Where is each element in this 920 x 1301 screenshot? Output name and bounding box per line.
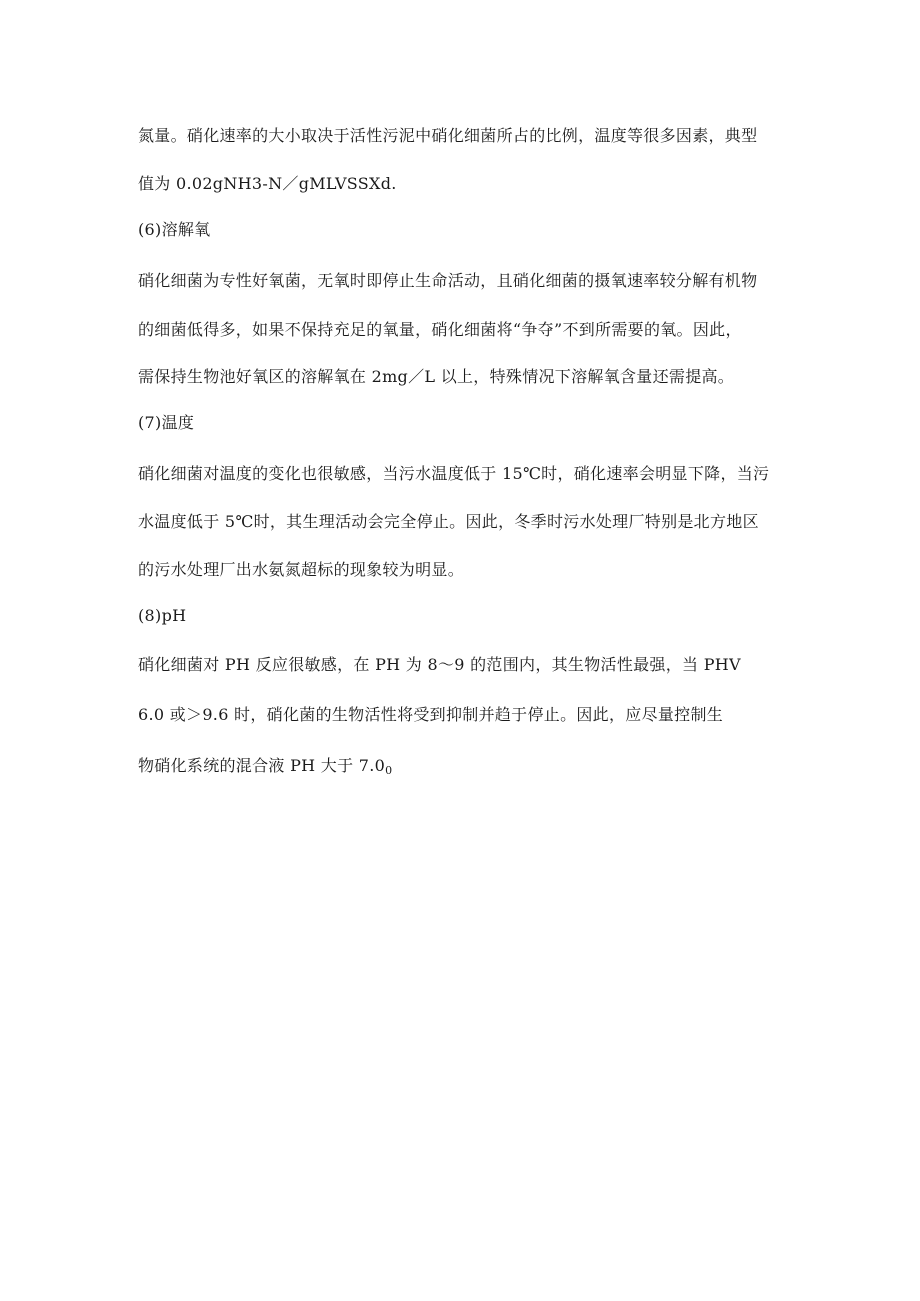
paragraph-line-4: 的细菌低得多，如果不保持充足的氧量，硝化细菌将“争夺”不到所需要的氧。因此， xyxy=(138,320,742,339)
paragraph-line-5: 需保持生物池好氧区的溶解氧在 2mg／L 以上，特殊情况下溶解氧含量还需提高。 xyxy=(138,367,735,386)
paragraph-line-11 xyxy=(138,756,392,781)
paragraph-line-11-text: 物硝化系统的混合液 PH 大于 7.0 xyxy=(138,756,386,775)
paragraph-line-7: 水温度低于 5℃时，其生理活动会完全停止。因此，冬季时污水处理厂特别是北方地区 xyxy=(138,512,759,531)
paragraph-line-8: 的污水处理厂出水氨氮超标的现象较为明显。 xyxy=(138,560,465,579)
paragraph-line-1: 氮量。硝化速率的大小取决于活性污泥中硝化细菌所占的比例，温度等很多因素，典型 xyxy=(138,126,758,145)
paragraph-line-2: 值为 0.02gNH3-N／gMLVSSXd. xyxy=(138,174,397,193)
section-heading-dissolved-oxygen: (6)溶解氧 xyxy=(138,220,211,239)
paragraph-line-10: 6.0 或＞9.6 时，硝化菌的生物活性将受到抑制并趋于停止。因此，应尽量控制生 xyxy=(138,705,724,724)
paragraph-line-9: 硝化细菌对 PH 反应很敏感，在 PH 为 8～9 的范围内，其生物活性最强，当 PHV xyxy=(138,655,741,674)
paragraph-line-3: 硝化细菌为专性好氧菌，无氧时即停止生命活动，且硝化细菌的摄氧速率较分解有机物 xyxy=(138,271,758,290)
section-heading-temperature: (7)温度 xyxy=(138,413,195,432)
paragraph-line-6: 硝化细菌对温度的变化也很敏感，当污水温度低于 15℃时，硝化速率会明显下降，当污 xyxy=(138,464,770,483)
paragraph-line-11-subscript: 0 xyxy=(385,764,393,777)
section-heading-ph: (8)pH xyxy=(138,606,187,625)
